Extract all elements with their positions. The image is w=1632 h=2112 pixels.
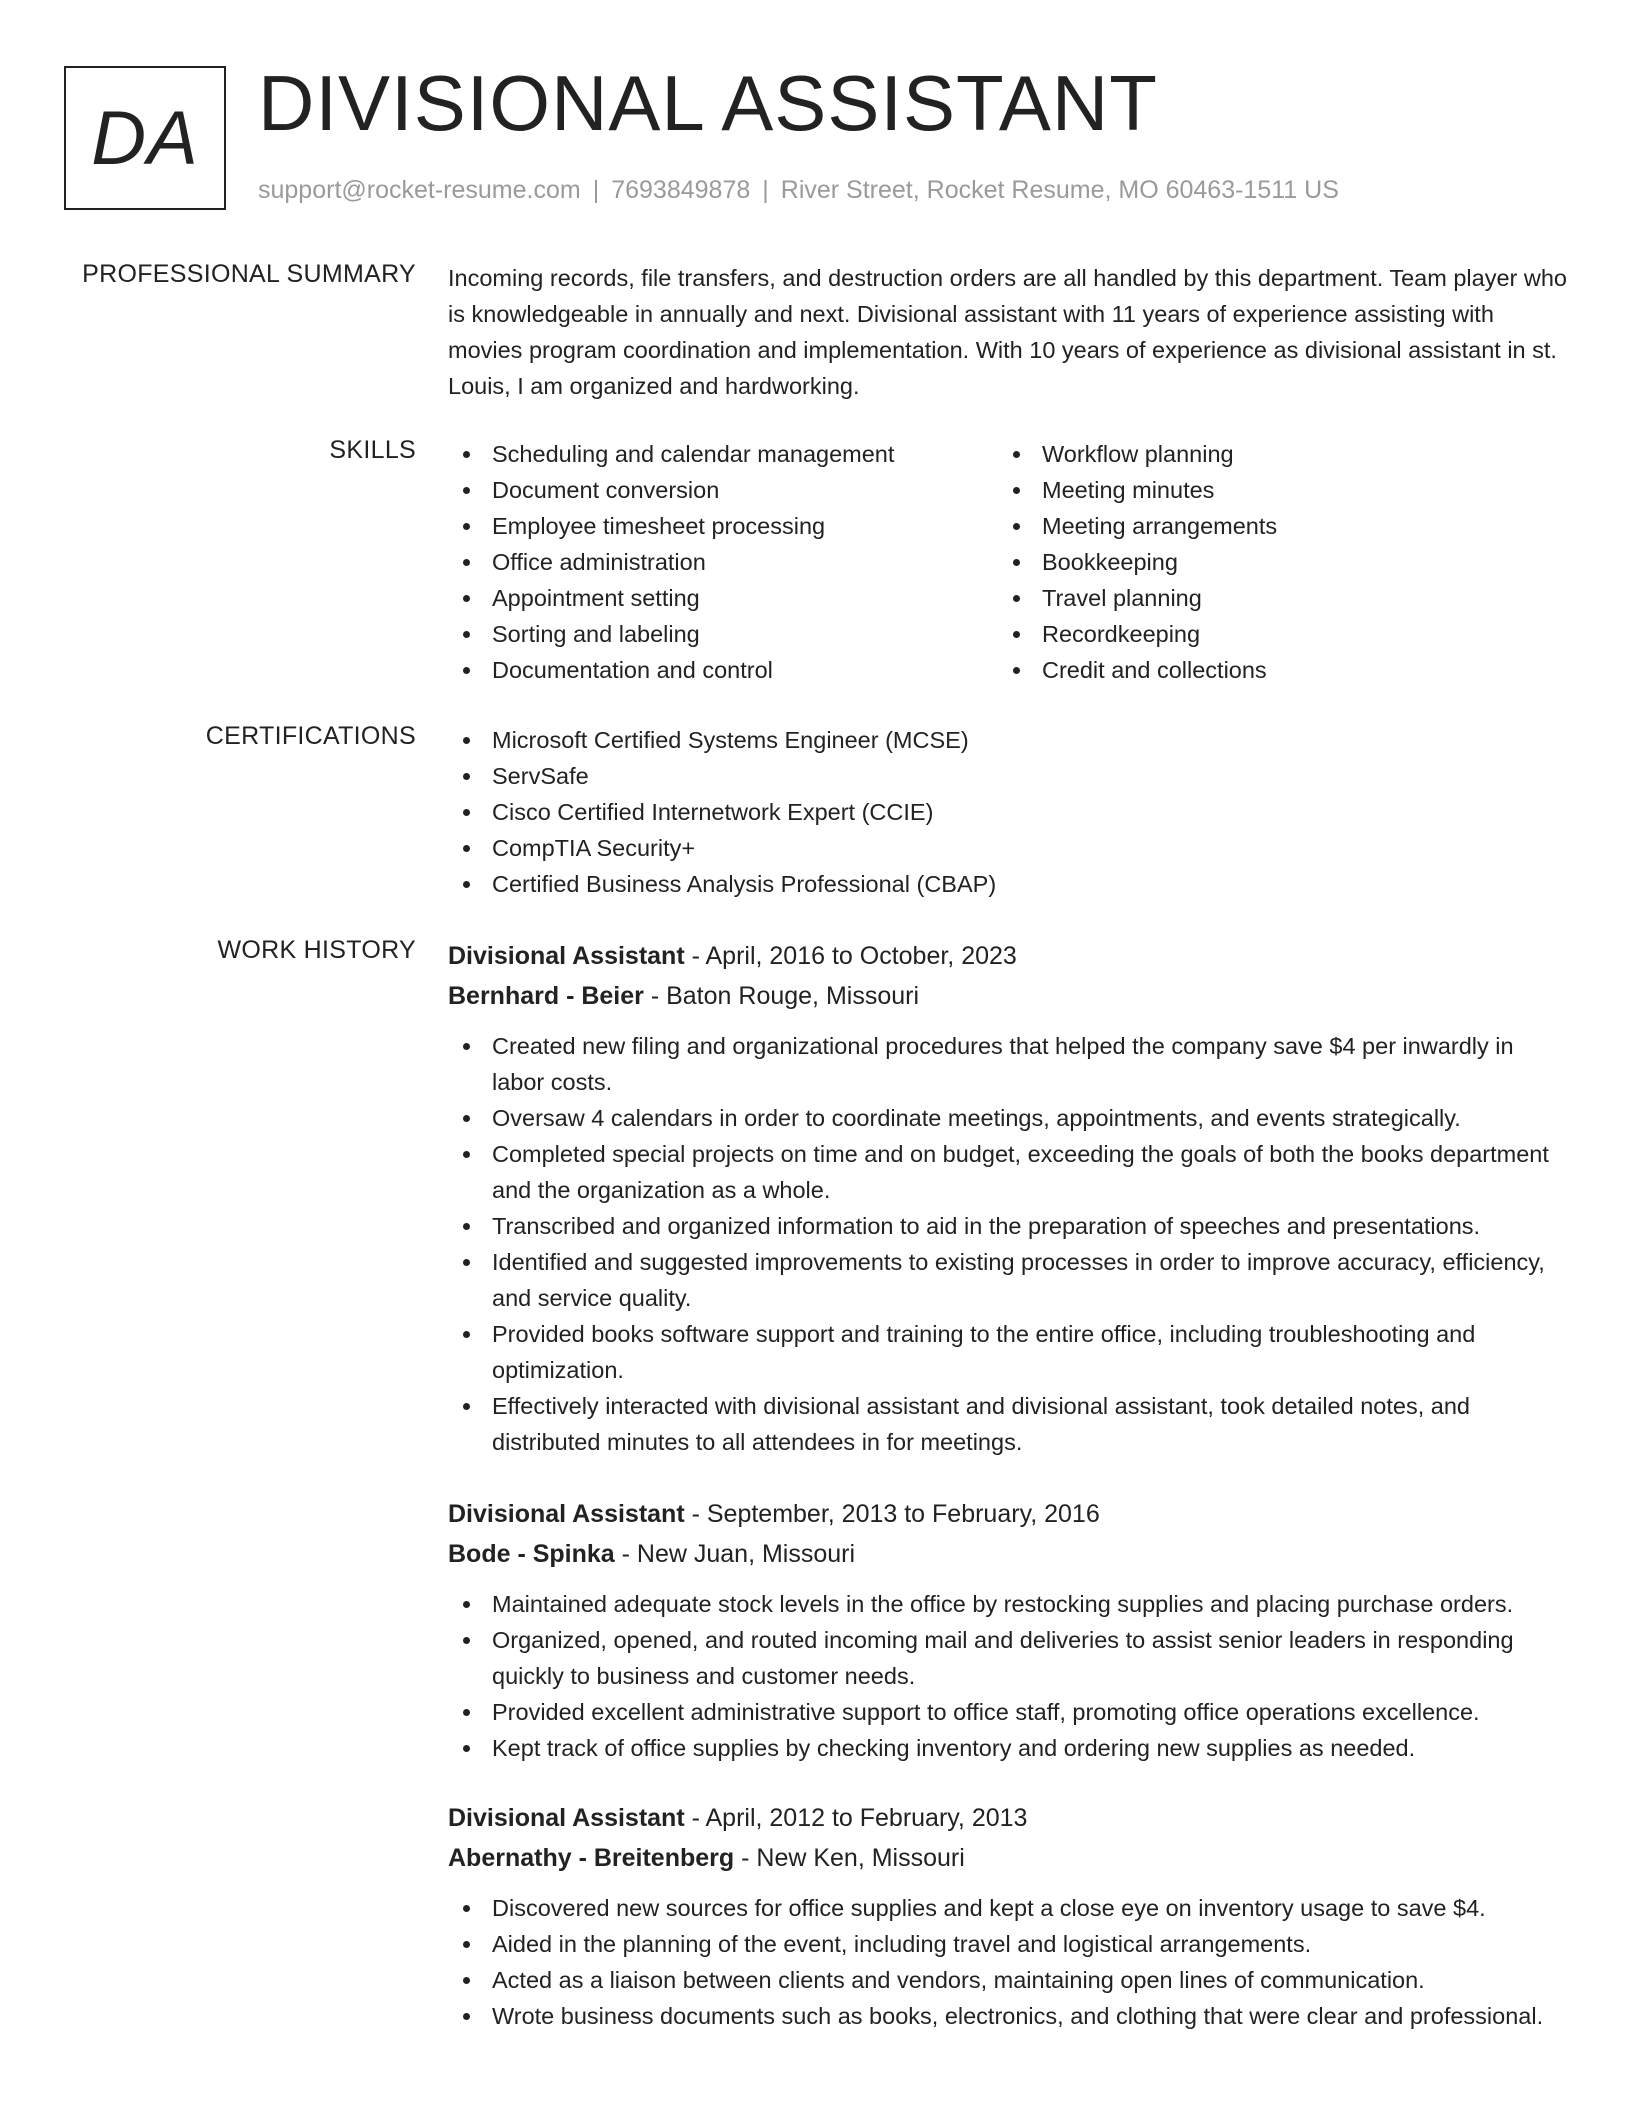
job-company-line [448, 1534, 1570, 1574]
list-item: Cisco Certified Internetwork Expert (CCIE) [448, 794, 1570, 830]
list-item: Office administration [448, 544, 998, 580]
job-company-line [448, 1838, 1570, 1878]
list-item: Identified and suggested improvements to existing processes in order to improve accuracy, efficiency, and service quality. [448, 1244, 1570, 1316]
job-entry [448, 1494, 1570, 1766]
job-title-line [448, 1494, 1570, 1534]
certifications-list [448, 722, 1570, 902]
job-bullets [448, 1586, 1570, 1766]
job-title: Divisional Assistant [448, 942, 685, 970]
section-label-work-history: WORK HISTORY [217, 936, 416, 964]
job-bullets [448, 1890, 1570, 2034]
job-title-line [448, 1798, 1570, 1838]
job-location: - New Ken, Missouri [734, 1844, 965, 1872]
list-item: Bookkeeping [998, 544, 1548, 580]
list-item: Completed special projects on time and on budget, exceeding the goals of both the books department and the organization as a whole. [448, 1136, 1570, 1208]
contact-separator: | [592, 176, 600, 204]
job-company: Bernhard - Beier [448, 982, 644, 1010]
contact-phone: 7693849878 [611, 176, 751, 204]
summary-text: Incoming records, file transfers, and destruction orders are all handled by this department. Team player who is knowledgeable in annually and next. Divisional assistant with 11 years of experience assisting with movies program coordination and implementation. With 10 years of experience as divisional assistant in st. Louis, I am organized and hardworking. [448, 265, 1568, 399]
list-item: Aided in the planning of the event, including travel and logistical arrangements. [448, 1926, 1570, 1962]
list-item: Created new filing and organizational procedures that helped the company save $4 per inwardly in labor costs. [448, 1028, 1570, 1100]
list-item: Maintained adequate stock levels in the office by restocking supplies and placing purchase orders. [448, 1586, 1570, 1622]
skills-body [448, 436, 1570, 688]
section-label-certifications: CERTIFICATIONS [205, 722, 416, 750]
job-bullets [448, 1028, 1570, 1460]
candidate-name: DIVISIONAL ASSISTANT [258, 59, 1158, 147]
monogram-initials: DA [91, 95, 199, 181]
list-item: CompTIA Security+ [448, 830, 1570, 866]
list-item: Workflow planning [998, 436, 1548, 472]
list-item: Travel planning [998, 580, 1548, 616]
job-dates: - April, 2012 to February, 2013 [684, 1804, 1028, 1832]
contact-email: support@rocket-resume.com [258, 176, 581, 204]
job-company-line [448, 976, 1570, 1016]
list-item: Document conversion [448, 472, 998, 508]
job-entry [448, 936, 1570, 1460]
job-title-line [448, 936, 1570, 976]
monogram-box [64, 66, 226, 210]
job-title: Divisional Assistant [448, 1500, 685, 1528]
list-item: Meeting minutes [998, 472, 1548, 508]
job-location: - New Juan, Missouri [614, 1540, 856, 1568]
job-company: Abernathy - Breitenberg [448, 1844, 735, 1872]
list-item: Microsoft Certified Systems Engineer (MCSE) [448, 722, 1570, 758]
contact-separator: | [762, 176, 769, 204]
list-item: Appointment setting [448, 580, 998, 616]
skills-list-right [998, 436, 1548, 688]
list-item: Scheduling and calendar management [448, 436, 998, 472]
list-item: ServSafe [448, 758, 1570, 794]
list-item: Acted as a liaison between clients and vendors, maintaining open lines of communication. [448, 1962, 1570, 1998]
contact-line [258, 176, 1339, 205]
list-item: Oversaw 4 calendars in order to coordinate meetings, appointments, and events strategically. [448, 1100, 1570, 1136]
list-item: Provided excellent administrative support to office staff, promoting office operations excellence. [448, 1694, 1570, 1730]
job-title: Divisional Assistant [448, 1804, 685, 1832]
job-company: Bode - Spinka [448, 1540, 615, 1568]
list-item: Meeting arrangements [998, 508, 1548, 544]
job-dates: - April, 2016 to October, 2023 [684, 942, 1017, 970]
job-location: - Baton Rouge, Missouri [643, 982, 920, 1010]
section-label-skills: SKILLS [329, 436, 416, 464]
contact-address: River Street, Rocket Resume, MO 60463-1511 US [780, 176, 1339, 204]
list-item: Organized, opened, and routed incoming mail and deliveries to assist senior leaders in responding quickly to business and customer needs. [448, 1622, 1570, 1694]
section-label-summary: PROFESSIONAL SUMMARY [82, 260, 416, 288]
list-item: Provided books software support and training to the entire office, including troubleshooting and optimization. [448, 1316, 1570, 1388]
job-entry [448, 1798, 1570, 2034]
skills-list-left [448, 436, 998, 688]
list-item: Transcribed and organized information to aid in the preparation of speeches and presentations. [448, 1208, 1570, 1244]
list-item: Certified Business Analysis Professional (CBAP) [448, 866, 1570, 902]
list-item: Kept track of office supplies by checking inventory and ordering new supplies as needed. [448, 1730, 1570, 1766]
work-history-body [448, 936, 1570, 2034]
list-item: Sorting and labeling [448, 616, 998, 652]
list-item: Wrote business documents such as books, electronics, and clothing that were clear and professional. [448, 1998, 1570, 2034]
list-item: Discovered new sources for office supplies and kept a close eye on inventory usage to save $4. [448, 1890, 1570, 1926]
list-item: Credit and collections [998, 652, 1548, 688]
list-item: Recordkeeping [998, 616, 1548, 652]
job-dates: - September, 2013 to February, 2016 [684, 1500, 1100, 1528]
certifications-body [448, 722, 1570, 902]
list-item: Effectively interacted with divisional assistant and divisional assistant, took detailed notes, and distributed minutes to all attendees in for meetings. [448, 1388, 1570, 1460]
list-item: Documentation and control [448, 652, 998, 688]
list-item: Employee timesheet processing [448, 508, 998, 544]
